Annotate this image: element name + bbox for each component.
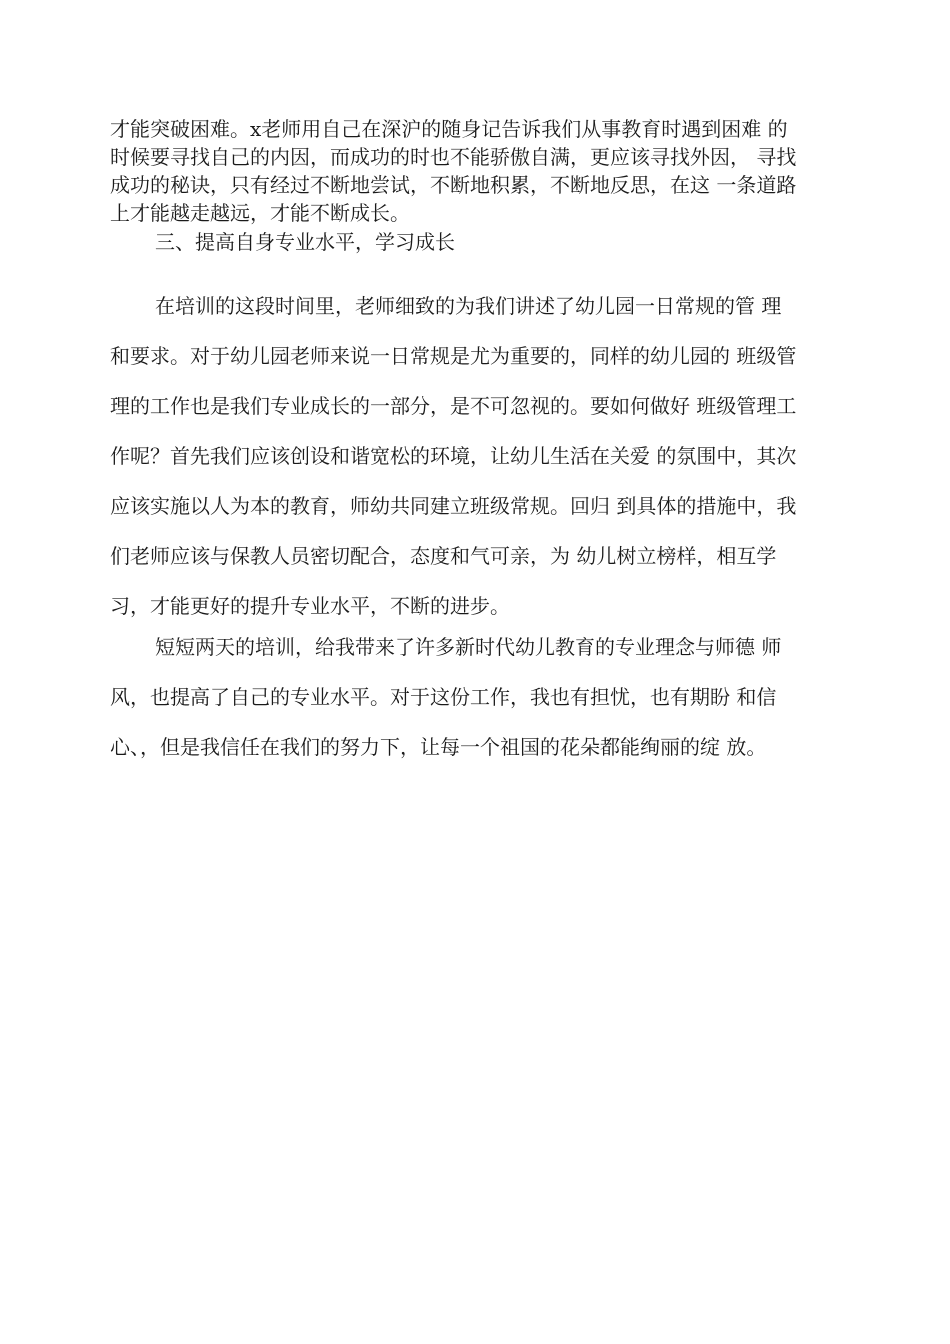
text-line: 们老师应该与保教人员密切配合，态度和气可亲，为 幼儿树立榜样，相互学 [110, 544, 777, 568]
paragraph-breaking-through-difficulties [110, 115, 850, 227]
text-line: 在培训的这段时间里，老师细致的为我们讲述了幼儿园一日常规的管 理 [155, 294, 782, 318]
text-line: 习，才能更好的提升专业水平，不断的进步。 [110, 594, 510, 618]
section-heading-3: 三、提高自身专业水平，学习成长 [155, 230, 455, 254]
text-line: 时候要寻找自己的内因，而成功的时也不能骄傲自满，更应该寻找外因， 寻找 [110, 145, 797, 169]
text-line: 和要求。对于幼儿园老师来说一日常规是尤为重要的，同样的幼儿园的 班级管 [110, 344, 797, 368]
text-line: 应该实施以人为本的教育，师幼共同建立班级常规。回归 到具体的措施中，我 [110, 494, 797, 518]
text-line: 成功的秘诀，只有经过不断地尝试，不断地积累，不断地反思，在这 一条道路 [110, 173, 797, 197]
text-line: 短短两天的培训，给我带来了许多新时代幼儿教育的专业理念与师德 师 [155, 635, 782, 659]
text-line: 作呢？首先我们应该创设和谐宽松的环境，让幼儿生活在关爱 的氛围中，其次 [110, 444, 797, 468]
text-line: 心、，但是我信任在我们的努力下，让每一个祖国的花朵都能绚丽的绽 放。 [110, 735, 767, 759]
paragraph-class-management [110, 281, 850, 631]
text-line: 风，也提高了自己的专业水平。对于这份工作，我也有担忧，也有期盼 和信 [110, 685, 777, 709]
paragraph-training-summary [110, 622, 850, 772]
text-line: 才能突破困难。x老师用自己在深沪的随身记告诉我们从事教育时遇到困难 的 [110, 117, 788, 141]
text-line: 上才能越走越远，才能不断成长。 [110, 201, 410, 225]
text-line: 理的工作也是我们专业成长的一部分，是不可忽视的。要如何做好 班级管理工 [110, 394, 797, 418]
